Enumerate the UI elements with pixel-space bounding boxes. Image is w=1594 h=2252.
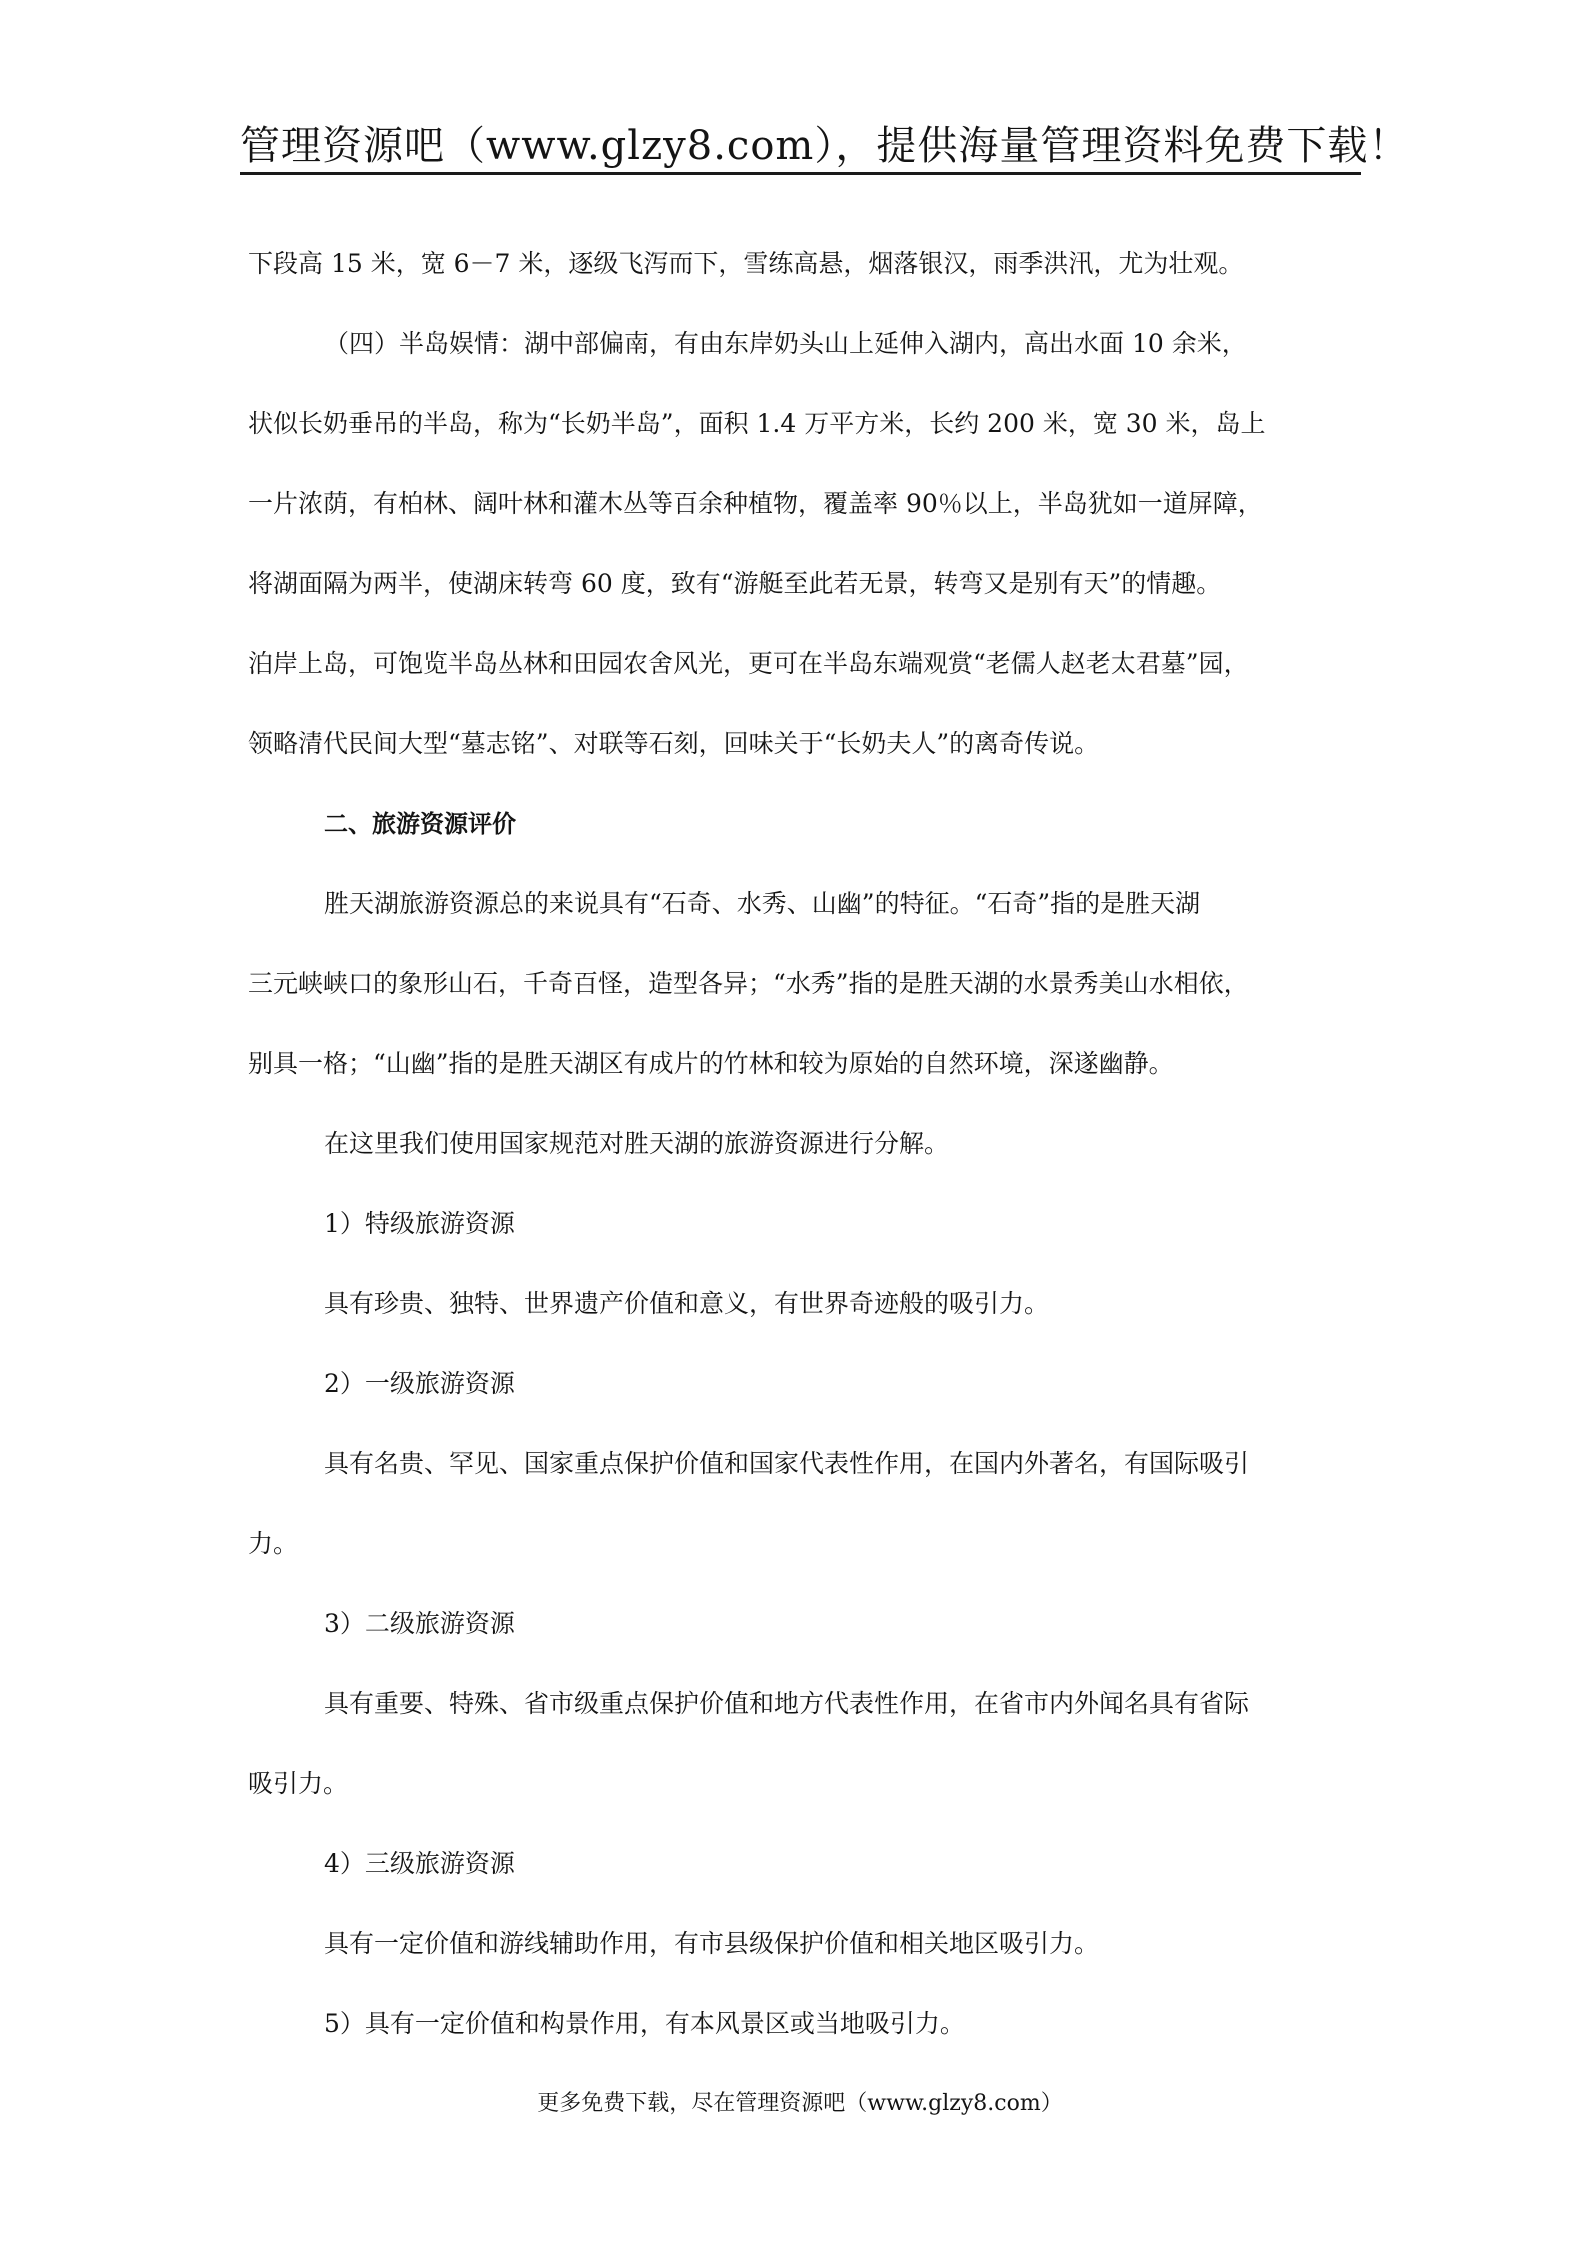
paragraph-line: 具有名贵、罕见、国家重点保护价值和国家代表性作用，在国内外著名，有国际吸引 bbox=[324, 1449, 1250, 1478]
list-item-label: 3）二级旅游资源 bbox=[324, 1609, 515, 1638]
header-divider bbox=[240, 172, 1361, 175]
page-footer: 更多免费下载，尽在管理资源吧（www.glzy8.com） bbox=[537, 2091, 1063, 2116]
paragraph-line: 将湖面隔为两半，使湖床转弯 60 度，致有“游艇至此若无景，转弯又是别有天”的情趣。 bbox=[248, 569, 1222, 598]
paragraph-line: 具有重要、特殊、省市级重点保护价值和地方代表性作用，在省市内外闻名具有省际 bbox=[324, 1689, 1250, 1718]
paragraph-line: 在这里我们使用国家规范对胜天湖的旅游资源进行分解。 bbox=[324, 1129, 950, 1158]
page-header-title: 管理资源吧（www.glzy8.com），提供海量管理资料免费下载！ bbox=[240, 123, 1410, 169]
paragraph-line: 5）具有一定价值和构景作用，有本风景区或当地吸引力。 bbox=[324, 2009, 965, 2038]
list-item-label: 1）特级旅游资源 bbox=[324, 1209, 515, 1238]
paragraph-line: 领略清代民间大型“墓志铭”、对联等石刻，回味关于“长奶夫人”的离奇传说。 bbox=[248, 729, 1100, 758]
paragraph-line: 下段高 15 米，宽 6－7 米，逐级飞泻而下，雪练高悬，烟落银汉，雨季洪汛，尤为壮观。 bbox=[248, 249, 1244, 278]
paragraph-line: 别具一格；“山幽”指的是胜天湖区有成片的竹林和较为原始的自然环境，深遂幽静。 bbox=[248, 1049, 1174, 1078]
paragraph-line: 三元峡峡口的象形山石，千奇百怪，造型各异；“水秀”指的是胜天湖的水景秀美山水相依， bbox=[248, 969, 1249, 998]
paragraph-line: 具有珍贵、独特、世界遗产价值和意义，有世界奇迹般的吸引力。 bbox=[324, 1289, 1050, 1318]
paragraph-line: 具有一定价值和游线辅助作用，有市县级保护价值和相关地区吸引力。 bbox=[324, 1929, 1100, 1958]
section-heading: 二、旅游资源评价 bbox=[324, 810, 516, 838]
body-text bbox=[248, 224, 1360, 2064]
paragraph-line: （四）半岛娱情：湖中部偏南，有由东岸奶头山上延伸入湖内，高出水面 10 余米， bbox=[324, 329, 1247, 358]
list-item-label: 4）三级旅游资源 bbox=[324, 1849, 515, 1878]
paragraph-line: 吸引力。 bbox=[248, 1769, 349, 1798]
list-item-label: 2）一级旅游资源 bbox=[324, 1369, 515, 1398]
paragraph-line: 状似长奶垂吊的半岛，称为“长奶半岛”，面积 1.4 万平方米，长约 200 米，宽 30 米，岛上 bbox=[248, 409, 1266, 438]
paragraph-line: 力。 bbox=[248, 1529, 299, 1558]
paragraph-line: 胜天湖旅游资源总的来说具有“石奇、水秀、山幽”的特征。“石奇”指的是胜天湖 bbox=[324, 889, 1201, 918]
paragraph-line: 一片浓荫，有柏林、阔叶林和灌木丛等百余种植物，覆盖率 90％以上，半岛犹如一道屏障， bbox=[248, 489, 1263, 518]
paragraph-line: 泊岸上岛，可饱览半岛丛林和田园农舍风光，更可在半岛东端观赏“老儒人赵老太君墓”园， bbox=[248, 649, 1249, 678]
